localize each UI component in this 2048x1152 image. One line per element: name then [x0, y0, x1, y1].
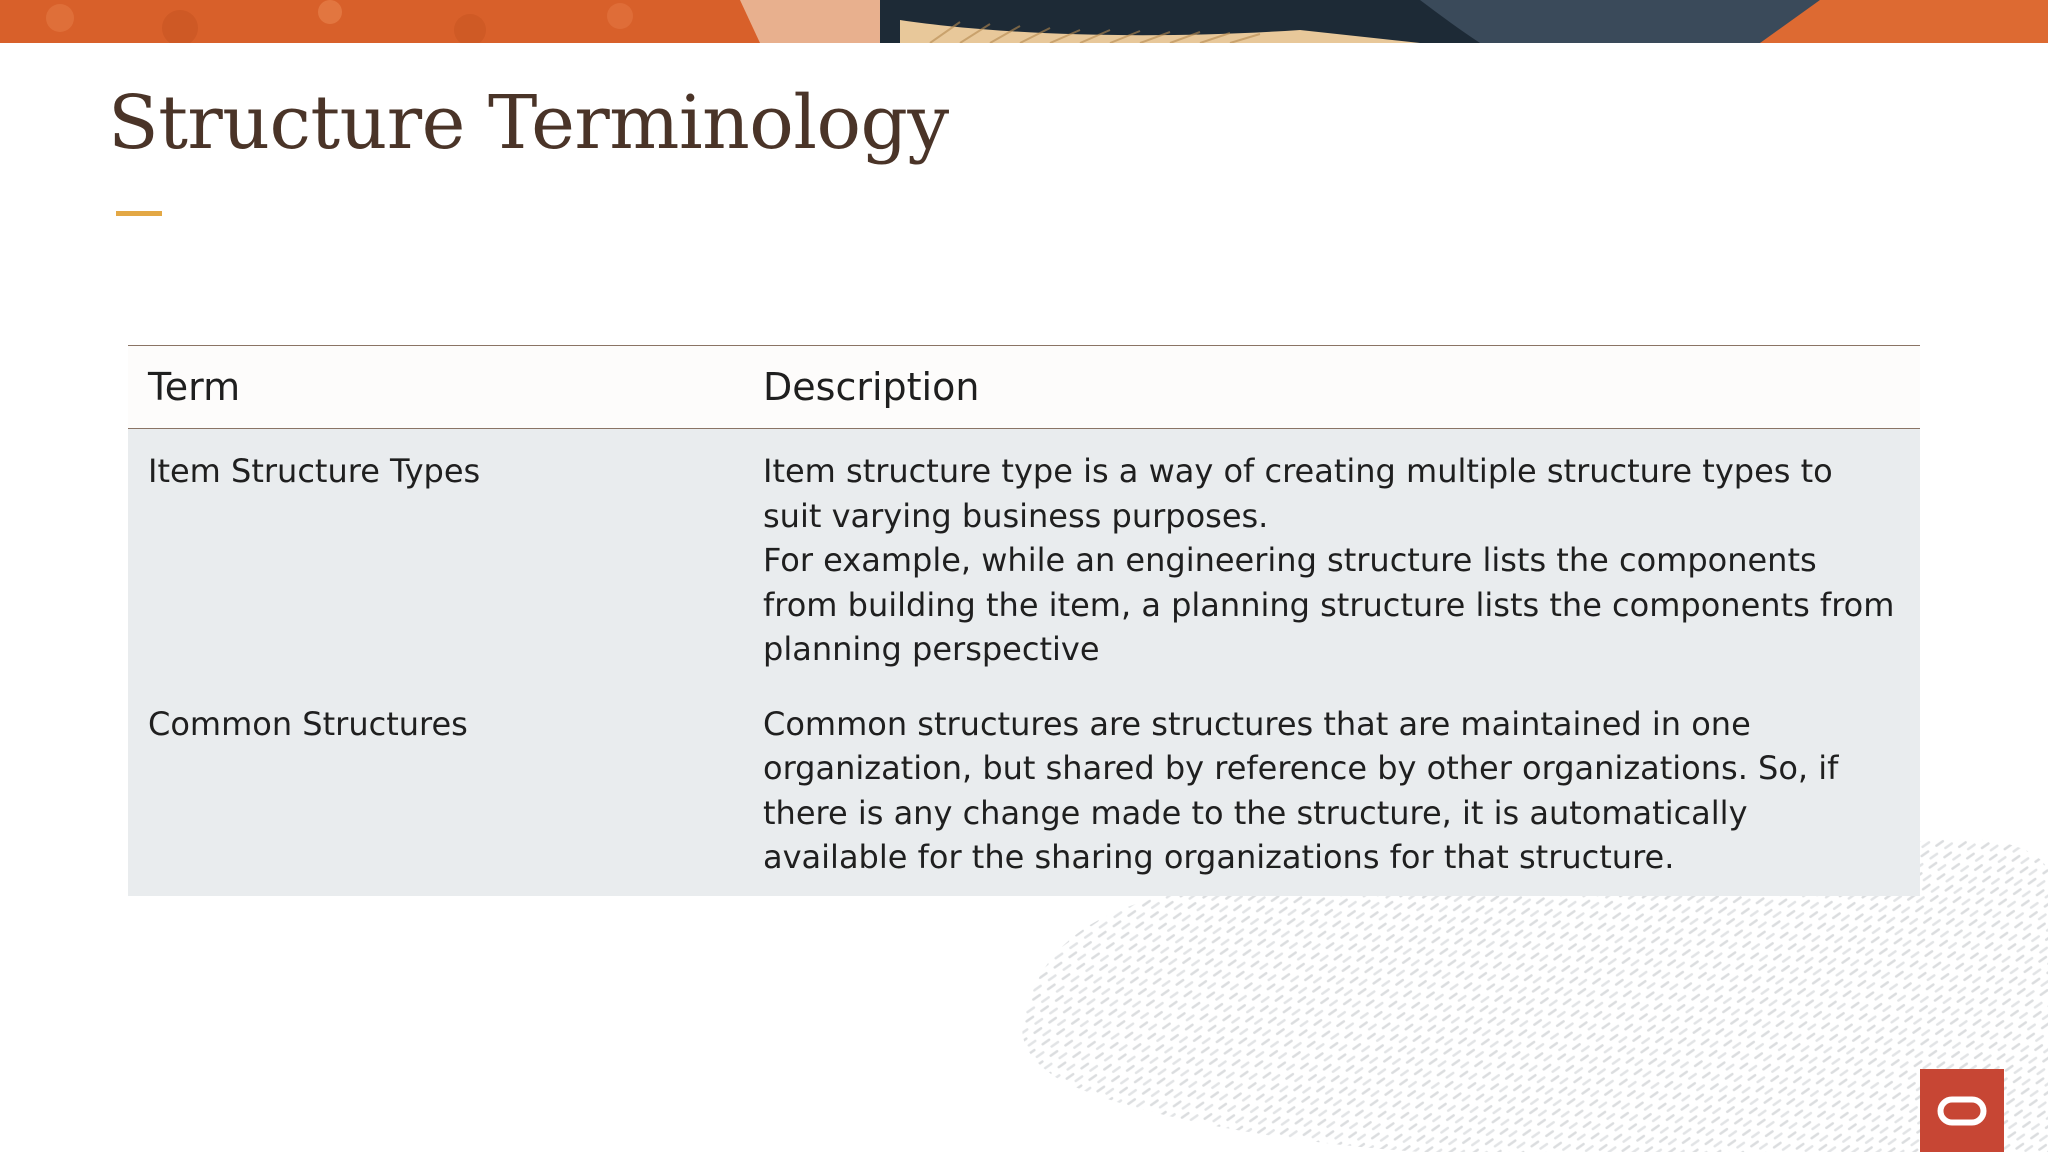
term-cell: Common Structures	[148, 704, 468, 743]
table-row	[128, 429, 1920, 702]
table-header-row	[128, 346, 1920, 429]
description-line: Item structure type is a way of creating multiple structure types to suit varying business purposes.	[763, 452, 1833, 535]
description-cell	[743, 429, 1920, 702]
table-row	[128, 702, 1920, 896]
description-line: For example, while an engineering structure lists the components from building the item, a planning structure lists the components from planning perspective	[763, 541, 1895, 668]
oracle-logo-glyph	[1937, 1096, 1987, 1126]
description-line: Common structures are structures that are maintained in one organization, but shared by reference by other organizations. So, if there is any change made to the structure, it is automatically available for the sharing organizations for that structure.	[763, 704, 1839, 876]
top-banner	[0, 0, 2048, 43]
column-header-description: Description	[763, 365, 980, 409]
column-header-term: Term	[148, 365, 241, 409]
terminology-table	[128, 345, 1920, 896]
title-accent-bar	[116, 211, 162, 216]
description-cell	[743, 702, 1920, 896]
page-title: Structure Terminology	[108, 80, 949, 166]
oracle-logo-icon	[1920, 1069, 2004, 1152]
term-cell: Item Structure Types	[148, 452, 481, 490]
banner-artwork	[0, 0, 2048, 43]
